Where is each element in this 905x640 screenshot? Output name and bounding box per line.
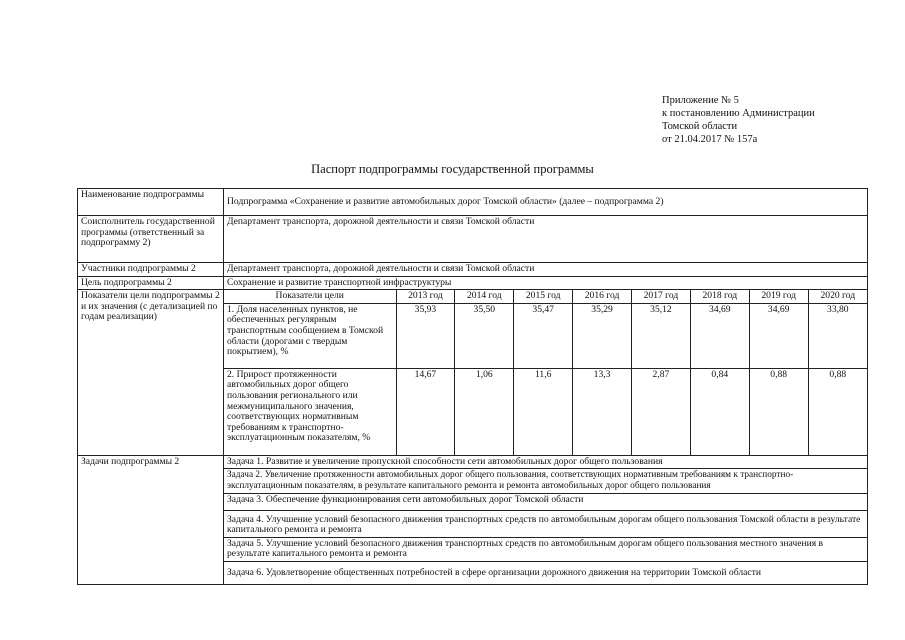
row-label: Задачи подпрограммы 2 — [78, 455, 224, 584]
indicator-value: 0,88 — [808, 368, 867, 455]
task-item: Задача 5. Улучшение условий безопасного движения транспортных средств по автомобильным дорогам общего пользования местного значения в результате капитального ремонта и ремонта — [224, 537, 868, 561]
header-cell: 2015 год — [514, 290, 573, 303]
task-item: Задача 6. Удовлетворение общественных потребностей в сфере организации дорожного движения на территории Томской области — [224, 561, 868, 584]
row-label: Участники подпрограммы 2 — [78, 263, 224, 277]
row-value: Подпрограмма «Сохранение и развитие автомобильных дорог Томской области» (далее – подпрограмма 2) — [224, 189, 868, 216]
header-cell: 2013 год — [396, 290, 455, 303]
row-label: Показатели цели подпрограммы 2 и их значения (с детализацией по годам реализации) — [78, 290, 224, 456]
indicators-cell — [224, 290, 868, 456]
indicators-table — [224, 290, 867, 455]
indicator-value: 35,93 — [396, 303, 455, 368]
indicators-header-row — [224, 290, 867, 303]
passport-table — [77, 188, 868, 585]
task-item: Задача 1. Развитие и увеличение пропускной способности сети автомобильных дорог общего пользования — [224, 455, 868, 469]
appendix-block — [662, 94, 815, 146]
table-row — [78, 290, 868, 456]
table-row — [78, 276, 868, 290]
row-label: Наименование подпрограммы — [78, 189, 224, 216]
indicator-value: 11,6 — [514, 368, 573, 455]
indicator-value: 35,12 — [632, 303, 691, 368]
row-label: Соисполнитель государственной программы (ответственный за подпрограмму 2) — [78, 216, 224, 263]
table-row — [78, 189, 868, 216]
indicator-value: 35,50 — [455, 303, 514, 368]
appendix-line: к постановлению Администрации — [662, 108, 815, 119]
row-value: Сохранение и развитие транспортной инфраструктуры — [224, 276, 868, 290]
header-cell: 2018 год — [690, 290, 749, 303]
indicator-row — [224, 303, 867, 368]
appendix-line: Приложение № 5 — [662, 95, 739, 106]
indicator-name: 1. Доля населенных пунктов, не обеспеченных регулярным транспортным сообщением в Томской области (дорогами с твердым покрытием), % — [224, 303, 396, 368]
task-item: Задача 2. Увеличение протяженности автомобильных дорог общего пользования, соответствующих нормативным требованиям к транспортно-эксплуатационным показателям, в результате капитального ремонта и ремонта автомобильных дорог общего пользования — [224, 469, 868, 493]
header-cell: 2016 год — [573, 290, 632, 303]
table-row — [78, 455, 868, 469]
task-item: Задача 3. Обеспечение функционирования сети автомобильных дорог Томской области — [224, 493, 868, 510]
indicator-name: 2. Прирост протяженности автомобильных дорог общего пользования регионального или межмуниципального значения, соответствующих нормативным требованиям к транспортно-эксплуатационным показателям, % — [224, 368, 396, 455]
indicator-value: 34,69 — [690, 303, 749, 368]
row-value: Департамент транспорта, дорожной деятельности и связи Томской области — [224, 216, 868, 263]
header-cell: 2014 год — [455, 290, 514, 303]
row-value: Департамент транспорта, дорожной деятельности и связи Томской области — [224, 263, 868, 277]
indicator-value: 34,69 — [749, 303, 808, 368]
header-cell: Показатели цели — [224, 290, 396, 303]
indicator-value: 13,3 — [573, 368, 632, 455]
appendix-line: от 21.04.2017 № 157а — [662, 134, 758, 145]
indicator-value: 1,06 — [455, 368, 514, 455]
header-cell: 2017 год — [632, 290, 691, 303]
row-label: Цель подпрограммы 2 — [78, 276, 224, 290]
table-row — [78, 263, 868, 277]
task-item: Задача 4. Улучшение условий безопасного движения транспортных средств по автомобильным дорогам общего пользования Томской области в результате капитального ремонта и ремонта — [224, 510, 868, 537]
header-cell: 2020 год — [808, 290, 867, 303]
indicator-value: 33,80 — [808, 303, 867, 368]
indicator-value: 0,88 — [749, 368, 808, 455]
indicator-value: 35,47 — [514, 303, 573, 368]
indicator-value: 35,29 — [573, 303, 632, 368]
indicator-row — [224, 368, 867, 455]
document-title: Паспорт подпрограммы государственной программы — [311, 162, 594, 176]
appendix-line: Томской области — [662, 121, 738, 132]
table-row — [78, 216, 868, 263]
indicator-value: 14,67 — [396, 368, 455, 455]
indicator-value: 0,84 — [690, 368, 749, 455]
indicator-value: 2,87 — [632, 368, 691, 455]
header-cell: 2019 год — [749, 290, 808, 303]
